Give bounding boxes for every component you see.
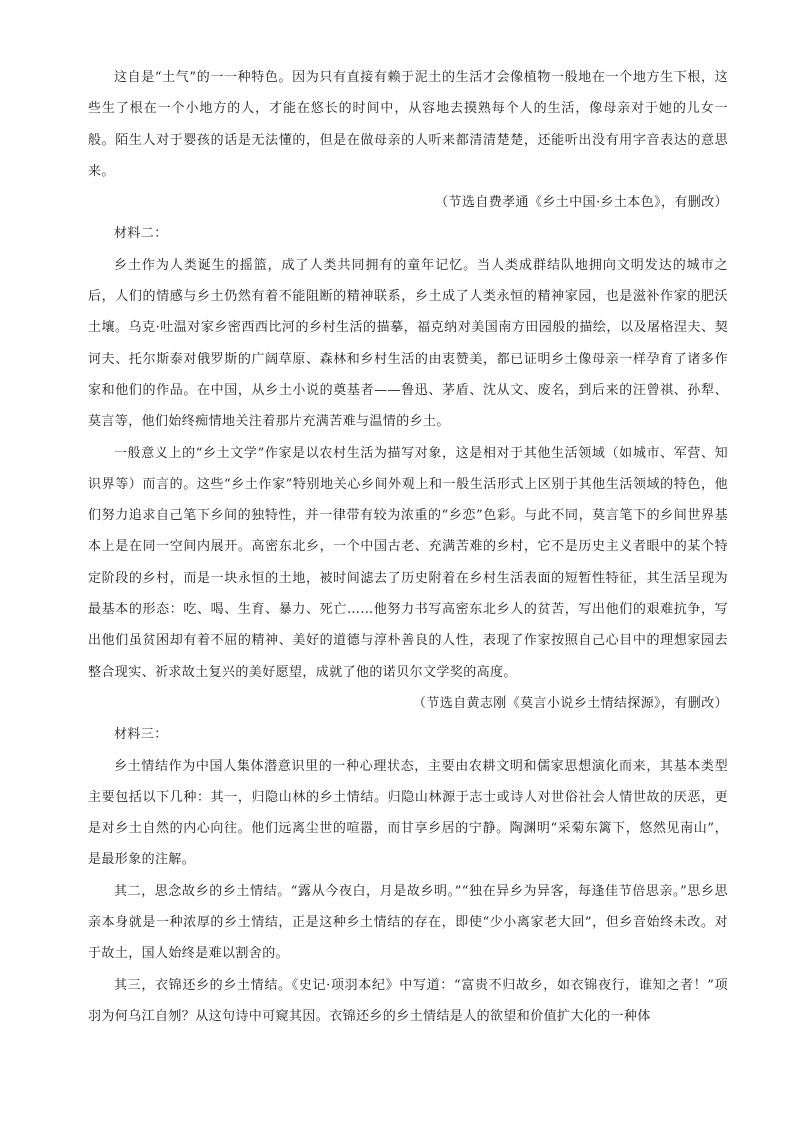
paragraph-native-soil: 这自是“土气”的一一种特色。因为只有直接有赖于泥土的生活才会像植物一般地在一个地方生下根，这些生了根在一个小地方的人，才能在悠长的时间中，从容地去摸熟每个人的生活，像母亲对于她的儿女一般。陌生人对于婴孩的话是无法懂的，但是在做母亲的人听来都清清楚楚，还能听出没有用字音表达的意思来。 <box>88 70 728 179</box>
source-citation-fei-xiaotong: （节选自费孝通《乡土中国·乡土本色》，有删改） <box>435 195 728 211</box>
material-two-heading: 材料二： <box>114 226 168 242</box>
source-citation-huang-zhigang: （节选自黄志刚《莫言小说乡土情结探源》，有删改） <box>412 695 728 711</box>
paragraph-glorious-return: 其三，衣锦还乡的乡土情结。《史记·项羽本纪》中写道：“富贵不归故乡，如衣锦夜行，谁知之者！”项羽为何乌江自刎？从这句诗中可窥其因。衣锦还乡的乡土情结是人的欲望和价值扩大化的一种体 <box>88 977 728 1024</box>
paragraph-homesickness: 其二，思念故乡的乡土情结。“露从今夜白，月是故乡明。”“独在异乡为异客，每逢佳节倍思亲。”思乡思亲本身就是一种浓厚的乡土情结，正是这种乡土情结的存在，即使“少小离家老大回”，但乡音始终未改。对于故土，国人始终是难以割舍的。 <box>88 883 728 962</box>
paragraph-native-complex-types: 乡土情结作为中国人集体潜意识里的一种心理状态，主要由农耕文明和儒家思想演化而来，其基本类型主要包括以下几种：其一，归隐山林的乡土情结。归隐山林源于志士或诗人对世俗社会人情世故的厌恶，更是对乡土自然的内心向往。他们远离尘世的喧嚣，而甘享乡居的宁静。陶渊明“采菊东篱下，悠然见南山”，是最形象的注解。 <box>88 758 728 868</box>
paragraph-homeland-cradle: 乡土作为人类诞生的摇篮，成了人类共同拥有的童年记忆。当人类成群结队地拥向文明发达的城市之后，人们的情感与乡土仍然有着不能阻断的精神联系，乡土成了人类永恒的精神家园，也是滋补作家的肥沃土壤。乌克·吐温对家乡密西西比河的乡村生活的描摹，福克纳对美国南方田园般的描绘，以及屠格涅夫、契诃夫、托尔斯泰对俄罗斯的广阔草原、森林和乡村生活的由衷赞美，都已证明乡土像母亲一样孕育了诸多作家和他们的作品。在中国，从乡土小说的奠基者——鲁迅、茅盾、沈从文、废名，到后来的汪曾祺、孙犁、莫言等，他们始终痴情地关注着那片充满苦难与温情的乡土。 <box>88 257 728 430</box>
paragraph-native-literature: 一般意义上的“乡土文学”作家是以农村生活为描写对象，这是相对于其他生活领域（如城市、军营、知识界等）而言的。这些“乡土作家”特别地关心乡间外观上和一般生活形式上区别于其他生活领域的特色，他们努力追求自己笔下乡间的独特性，并一律带有较为浓重的“乡恋”色彩。与此不同，莫言笔下的乡间世界基本上是在同一空间内展开。高密东北乡，一个中国古老、充满苦难的乡村，它不是历史主义者眼中的某个特定阶段的乡村，而是一块永恒的土地，被时间滤去了历史附着在乡村生活表面的短暂性特征，其生活呈现为最基本的形态：吃、喝、生育、暴力、死亡……他努力书写高密东北乡人的贫苦，写出他们的艰难抗争，写出他们虽贫困却有着不屈的精神、美好的道德与淳朴善良的人性，表现了作家按照自己心目中的理想家园去整合现实、祈求故土复兴的美好愿望，成就了他的诺贝尔文学奖的高度。 <box>88 445 728 680</box>
material-three-heading: 材料三： <box>114 727 168 743</box>
document-page <box>88 62 728 1032</box>
